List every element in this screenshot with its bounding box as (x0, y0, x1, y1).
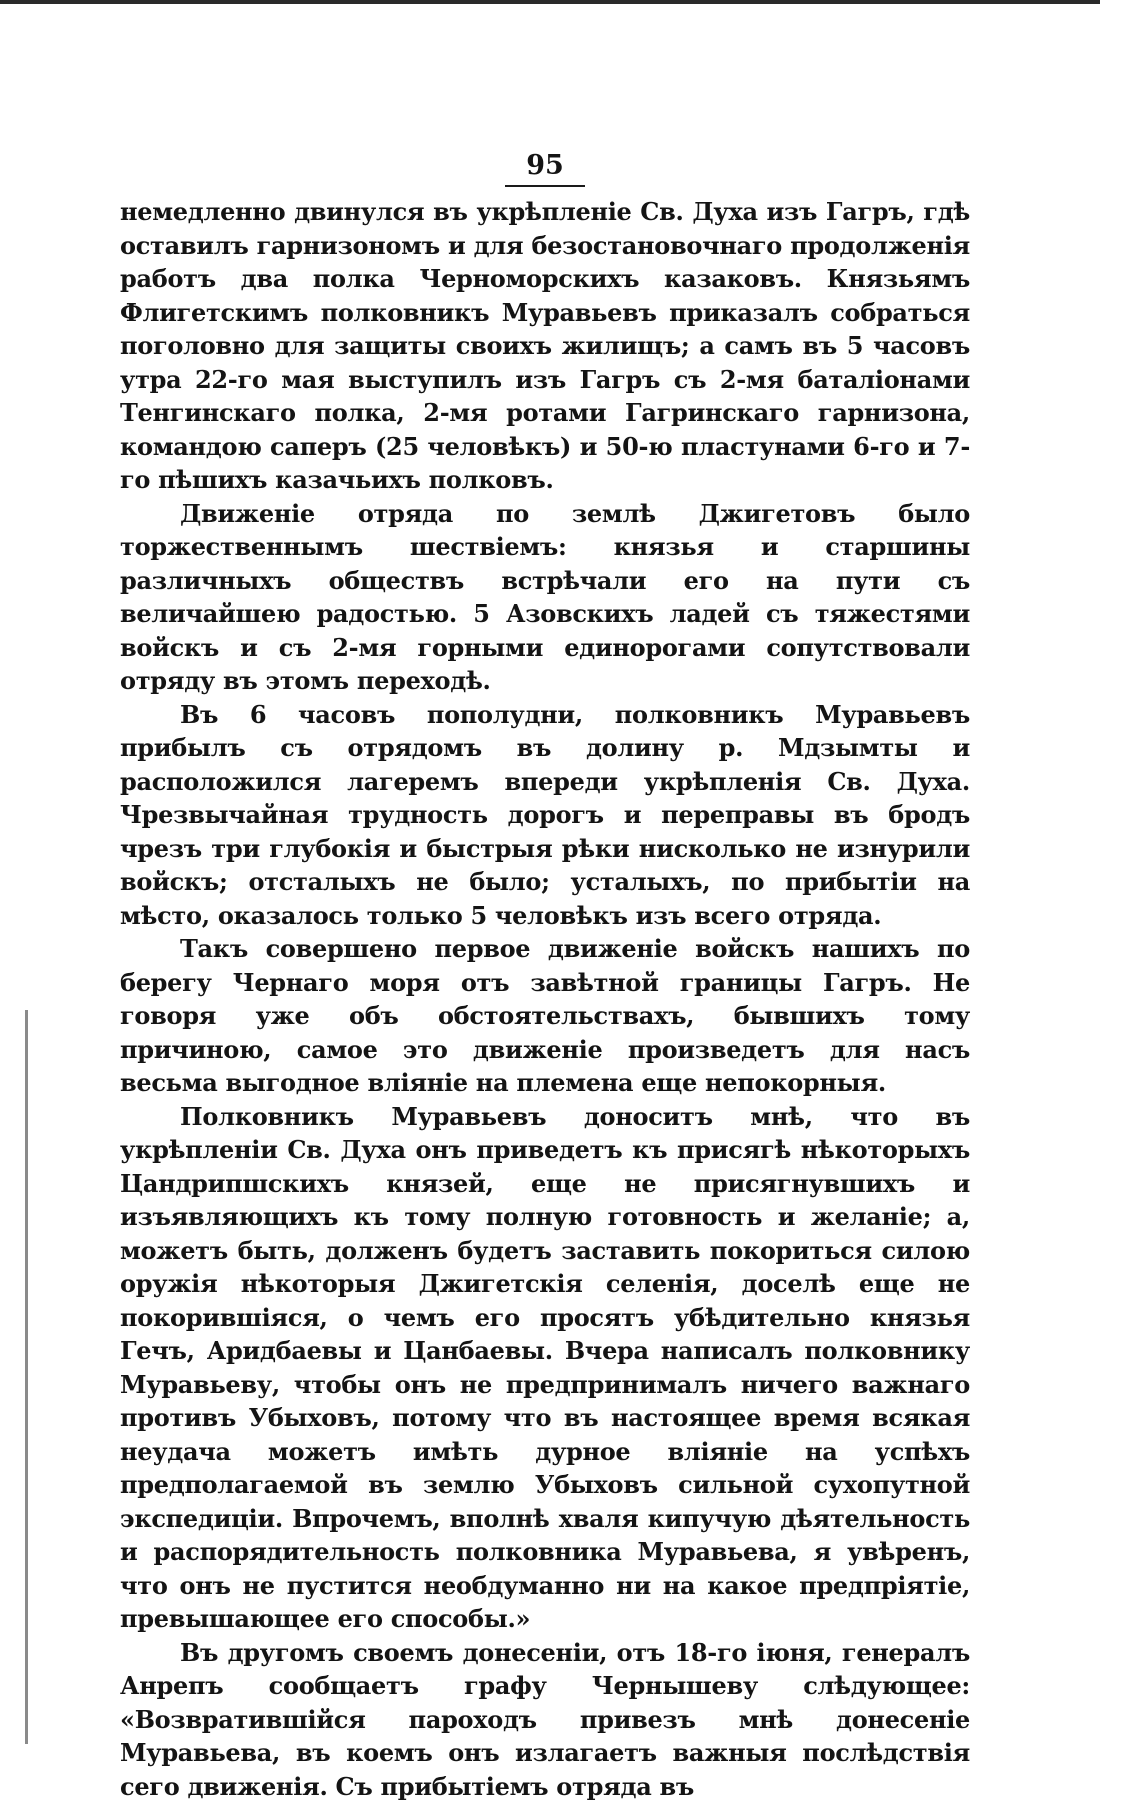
paragraph-4: Такъ совершено первое движеніе войскъ нашихъ по берегу Чернаго моря отъ завѣтной границы Гагръ. Не говоря уже объ обстоятельствахъ, бывшихъ тому причиною, самое это движеніе произведетъ для насъ весьма выгодное вліяніе на племена еще непокорныя. (120, 932, 970, 1100)
paragraph-5: Полковникъ Муравьевъ доноситъ мнѣ, что въ укрѣпленіи Св. Духа онъ приведетъ къ присягѣ нѣкоторыхъ Цандрипшскихъ князей, еще не присягнувшихъ и изъявляющихъ къ тому полную готовность и желаніе; а, можетъ быть, долженъ будетъ заставить покориться силою оружія нѣкоторыя Джигетскія селенія, доселѣ еще не покорившіяся, о чемъ его просятъ убѣдительно князья Гечъ, Аридбаевы и Цанбаевы. Вчера написалъ полковнику Муравьеву, чтобы онъ не предпринималъ ничего важнаго противъ Убыховъ, потому что въ настоящее время всякая неудача можетъ имѣть дурное вліяніе на успѣхъ предполагаемой въ землю Убыховъ сильной сухопутной экспедиціи. Впрочемъ, вполнѣ хваля кипучую дѣятельность и распорядительность полковника Муравьева, я увѣренъ, что онъ не пустится необдуманно ни на какое предпріятіе, превышающее его способы.» (120, 1100, 970, 1636)
book-page (120, 150, 970, 1803)
paragraph-1: немедленно двинулся въ укрѣпленіе Св. Духа изъ Гагръ, гдѣ оставилъ гарнизономъ и для безостановочнаго продолженія работъ два полка Черноморскихъ казаковъ. Князьямъ Флигетскимъ полковникъ Муравьевъ приказалъ собраться поголовно для защиты своихъ жилищъ; а самъ въ 5 часовъ утра 22-го мая выступилъ изъ Гагръ съ 2-мя баталіонами Тенгинскаго полка, 2-мя ротами Гагринскаго гарнизона, командою саперъ (25 человѣкъ) и 50-ю пластунами 6-го и 7-го пѣшихъ казачьихъ полковъ. (120, 195, 970, 497)
paragraph-2: Движеніе отряда по землѣ Джигетовъ было торжественнымъ шествіемъ: князья и старшины различныхъ обществъ встрѣчали его на пути съ величайшею радостью. 5 Азовскихъ ладей съ тяжестями войскъ и съ 2-мя горными единорогами сопутствовали отряду въ этомъ переходѣ. (120, 497, 970, 698)
page-number: 95 (505, 150, 585, 187)
paragraph-3: Въ 6 часовъ пополудни, полковникъ Муравьевъ прибылъ съ отрядомъ въ долину р. Мдзымты и расположился лагеремъ впереди укрѣпленія Св. Духа. Чрезвычайная трудность дорогъ и переправы въ бродъ чрезъ три глубокія и быстрыя рѣки нисколько не изнурили войскъ; отсталыхъ не было; усталыхъ, по прибытіи на мѣсто, оказалось только 5 человѣкъ изъ всего отряда. (120, 698, 970, 933)
scan-edge-left (25, 1010, 28, 1744)
scan-edge-top (0, 0, 1100, 4)
paragraph-6: Въ другомъ своемъ донесеніи, отъ 18-го іюня, генералъ Анрепъ сообщаетъ графу Чернышеву слѣдующее: «Возвратившійся пароходъ привезъ мнѣ донесеніе Муравьева, въ коемъ онъ излагаетъ важныя послѣдствія сего движенія. Съ прибытіемъ отряда въ (120, 1636, 970, 1803)
